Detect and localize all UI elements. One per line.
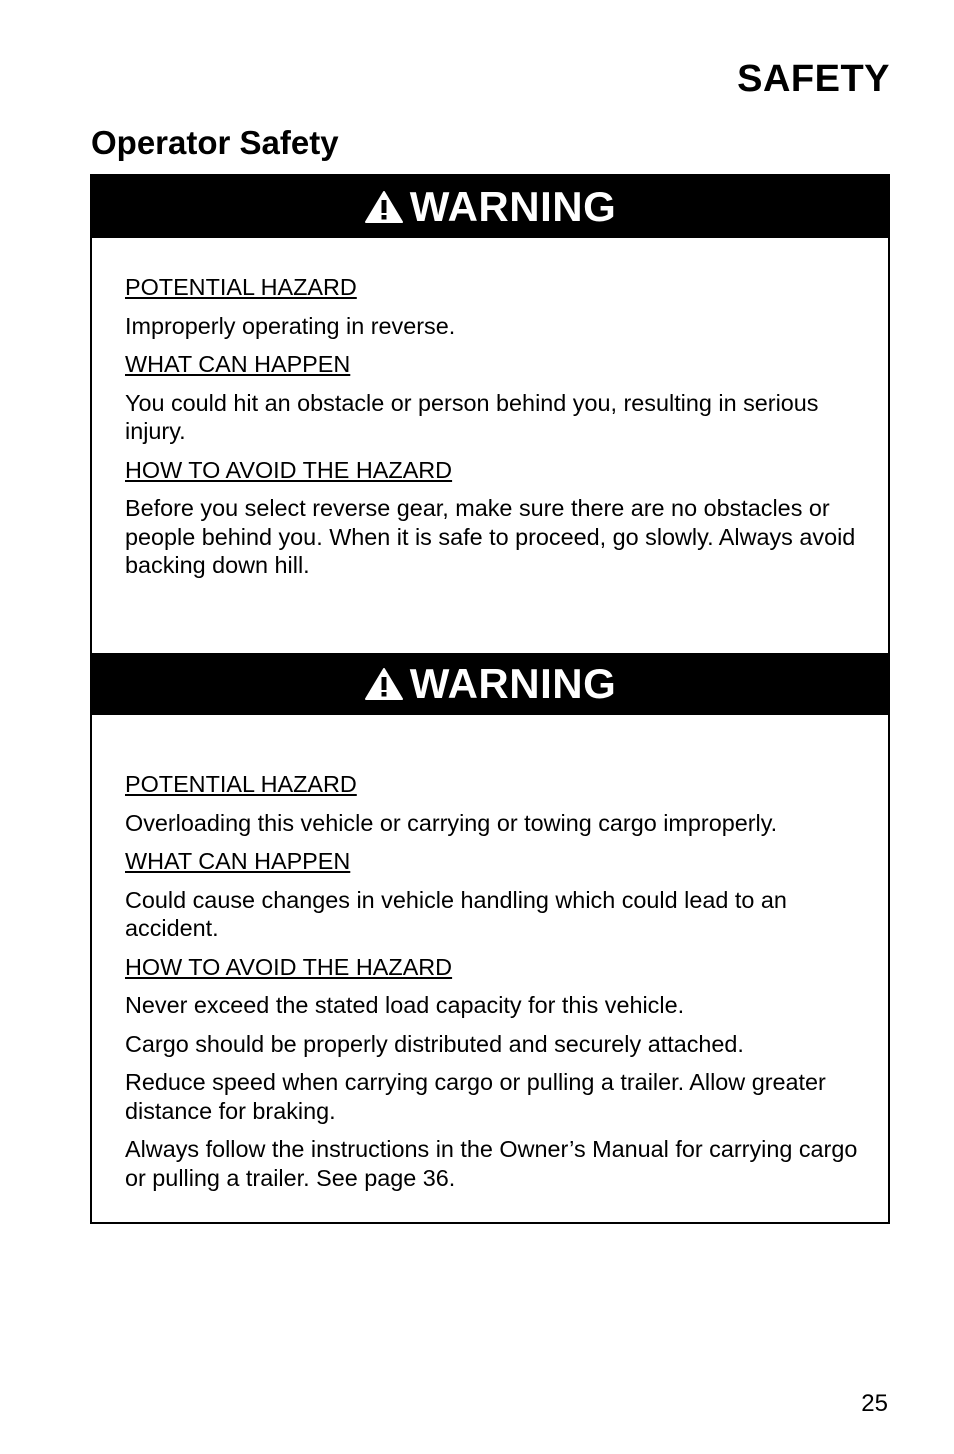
potential-hazard-heading: POTENTIAL HAZARD (125, 274, 357, 300)
subsection-title: Operator Safety (91, 124, 339, 161)
warning-body-2 (125, 770, 865, 1202)
warning-label: WARNING (409, 183, 617, 230)
warning-label: WARNING (409, 660, 617, 707)
how-to-avoid-text: Never exceed the stated load capacity for this vehicle. (125, 992, 685, 1018)
section-title: SAFETY (737, 58, 890, 100)
potential-hazard-text: Overloading this vehicle or carrying or towing cargo improperly. (125, 809, 778, 836)
what-can-happen-heading: WHAT CAN HAPPEN (125, 848, 351, 874)
page-number: 25 (861, 1390, 888, 1417)
warning-triangle-icon (364, 667, 404, 701)
warning-triangle-icon (364, 190, 404, 224)
warning-body-1 (125, 273, 865, 590)
what-can-happen-heading: WHAT CAN HAPPEN (125, 351, 351, 377)
how-to-avoid-text: Always follow the instructions in the Owner’s Manual for carrying cargo or pulling a trailer. See page 36. (125, 1136, 858, 1191)
what-can-happen-text: Could cause changes in vehicle handling which could lead to an accident. (125, 886, 787, 941)
warning-banner-1 (92, 176, 888, 238)
warning-banner-2 (92, 653, 888, 715)
potential-hazard-heading: POTENTIAL HAZARD (125, 771, 357, 797)
how-to-avoid-text: Before you select reverse gear, make sure there are no obstacles or people behind you. When it is safe to proceed, go slowly. Always avoid backing down hill. (125, 495, 856, 578)
how-to-avoid-text: Cargo should be properly distributed and securely attached. (125, 1030, 744, 1057)
potential-hazard-text: Improperly operating in reverse. (125, 312, 456, 339)
how-to-avoid-heading: HOW TO AVOID THE HAZARD (125, 953, 453, 980)
how-to-avoid-text: Reduce speed when carrying cargo or pulling a trailer. Allow greater distance for braking. (125, 1069, 826, 1124)
warning-frame (90, 174, 890, 1224)
how-to-avoid-heading: HOW TO AVOID THE HAZARD (125, 456, 453, 483)
what-can-happen-text: You could hit an obstacle or person behind you, resulting in serious injury. (125, 389, 819, 444)
